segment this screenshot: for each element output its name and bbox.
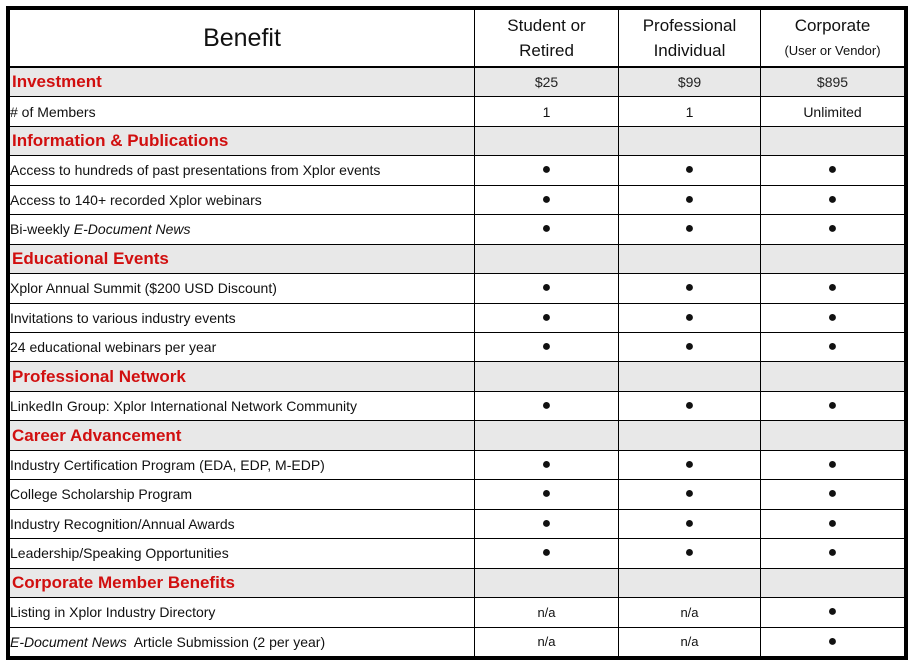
benefit-label: LinkedIn Group: Xplor International Network Community [10,391,475,420]
tier-name-line2: Individual [653,41,726,61]
included-dot: ● [475,539,619,568]
tier-header-professional [619,10,761,68]
section-label: Investment [10,67,475,96]
benefit-label: Invitations to various industry events [10,303,475,332]
included-dot: ● [619,303,761,332]
included-dot: ● [761,274,905,303]
included-dot: ● [761,185,905,214]
included-dot: ● [475,303,619,332]
included-dot: ● [619,185,761,214]
benefits-table [9,9,905,657]
benefit-label: Industry Recognition/Annual Awards [10,509,475,538]
benefit-label [10,627,475,657]
benefit-label: Xplor Annual Summit ($200 USD Discount) [10,274,475,303]
included-dot: ● [475,156,619,185]
included-dot: ● [761,215,905,244]
section-row-information [10,126,905,155]
members-professional: 1 [619,97,761,126]
included-dot: ● [475,274,619,303]
included-dot: ● [475,450,619,479]
tier-name-line1: Corporate [794,16,871,36]
table-row [10,450,905,479]
included-dot: ● [761,539,905,568]
members-student: 1 [475,97,619,126]
table-row [10,627,905,657]
table-row [10,303,905,332]
included-dot: ● [761,450,905,479]
included-dot: ● [619,450,761,479]
table-row [10,274,905,303]
benefit-label-prefix: Bi-weekly [10,221,74,238]
benefit-label: Listing in Xplor Industry Directory [10,598,475,627]
tier-header-student [475,10,619,68]
included-dot: ● [619,480,761,509]
price-student: $25 [475,67,619,96]
benefit-label: 24 educational webinars per year [10,332,475,361]
table-row [10,480,905,509]
members-corporate: Unlimited [761,97,905,126]
table-row [10,215,905,244]
benefit-label [10,215,475,244]
tier-name-line1: Professional [642,16,737,36]
benefit-label: College Scholarship Program [10,480,475,509]
benefit-label: Access to hundreds of past presentations from Xplor events [10,156,475,185]
included-dot: ● [761,332,905,361]
included-dot: ● [619,156,761,185]
benefit-column-header: Benefit [10,10,475,68]
included-dot: ● [619,539,761,568]
section-row-corporate [10,568,905,597]
not-applicable: n/a [619,627,761,657]
section-label: Educational Events [10,244,475,273]
included-dot: ● [761,391,905,420]
included-dot: ● [475,509,619,538]
header-row [10,10,905,68]
table-row [10,332,905,361]
table-row [10,598,905,627]
tier-name-line1: Student or [507,16,586,36]
publication-title: E-Document News [10,633,127,650]
included-dot: ● [475,215,619,244]
table-row [10,539,905,568]
benefit-label: Leadership/Speaking Opportunities [10,539,475,568]
included-dot: ● [619,509,761,538]
section-label: Corporate Member Benefits [10,568,475,597]
included-dot: ● [761,598,905,627]
included-dot: ● [761,627,905,657]
tier-name-line2: (User or Vendor) [784,43,881,59]
table-row [10,509,905,538]
table-row [10,97,905,126]
included-dot: ● [761,156,905,185]
not-applicable: n/a [619,598,761,627]
price-corporate: $895 [761,67,905,96]
section-row-investment [10,67,905,96]
section-label: Information & Publications [10,126,475,155]
not-applicable: n/a [475,627,619,657]
section-label: Career Advancement [10,421,475,450]
section-row-network [10,362,905,391]
included-dot: ● [761,303,905,332]
benefit-label-suffix: Article Submission (2 per year) [126,633,326,650]
tier-header-corporate [761,10,905,68]
publication-title: E-Document News [73,221,191,238]
not-applicable: n/a [475,598,619,627]
table-row [10,156,905,185]
included-dot: ● [475,332,619,361]
benefit-label: Access to 140+ recorded Xplor webinars [10,185,475,214]
benefit-label: # of Members [10,97,475,126]
included-dot: ● [475,391,619,420]
included-dot: ● [619,332,761,361]
included-dot: ● [475,185,619,214]
included-dot: ● [619,274,761,303]
included-dot: ● [619,215,761,244]
price-professional: $99 [619,67,761,96]
included-dot: ● [619,391,761,420]
section-row-career [10,421,905,450]
section-row-educational [10,244,905,273]
included-dot: ● [761,480,905,509]
benefit-label: Industry Certification Program (EDA, EDP, M-EDP) [10,450,475,479]
tier-name-line2: Retired [519,41,574,61]
table-row [10,185,905,214]
included-dot: ● [475,480,619,509]
section-label: Professional Network [10,362,475,391]
included-dot: ● [761,509,905,538]
table-row [10,391,905,420]
